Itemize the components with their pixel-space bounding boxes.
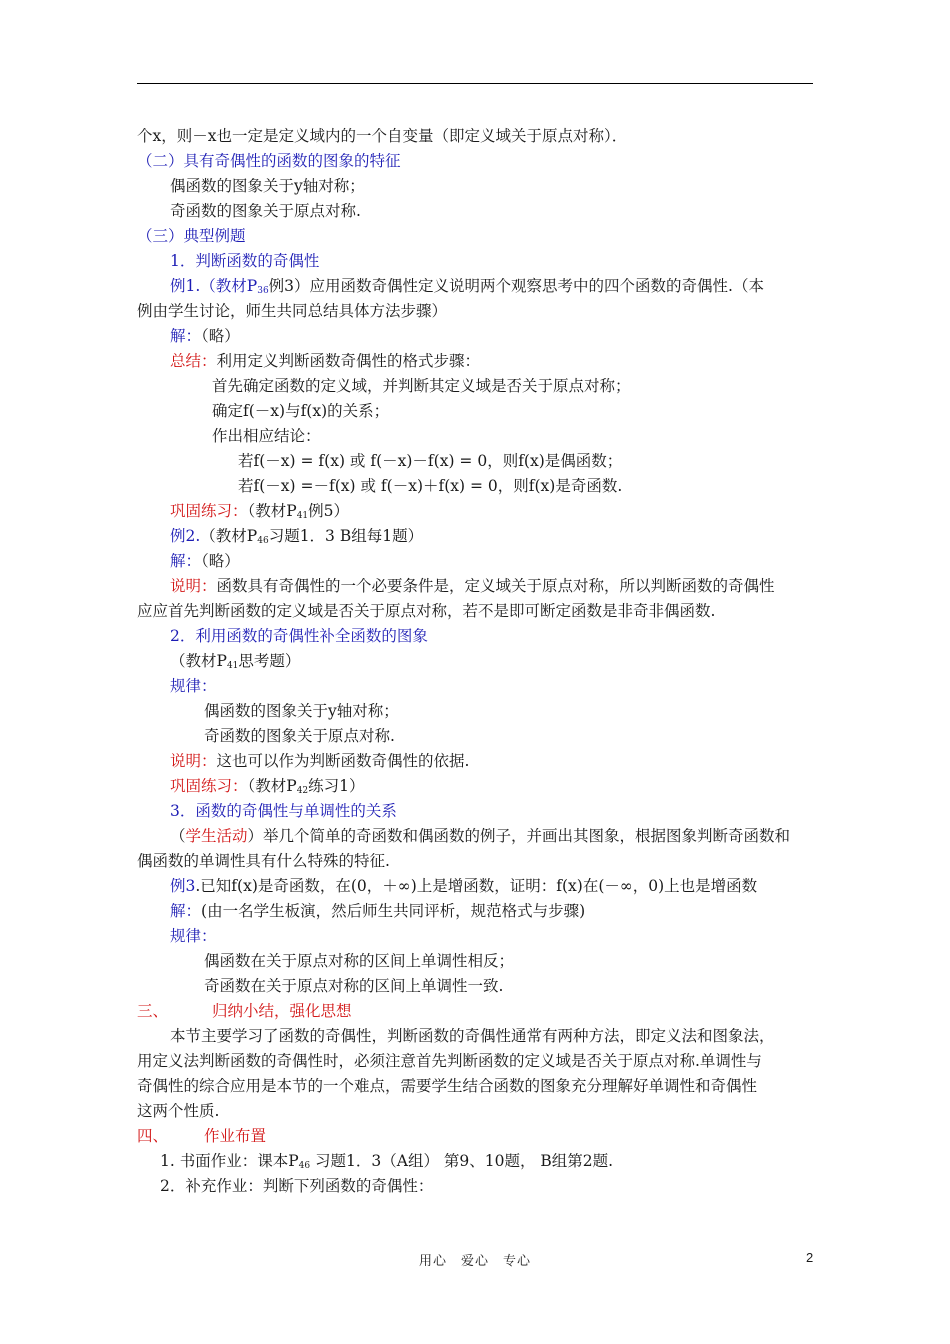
body-line: 例由学生讨论，师生共同总结具体方法步骤） — [137, 302, 448, 320]
subsection-heading: 3．函数的奇偶性与单调性的关系 — [170, 802, 397, 820]
body-line: 确定f(－x)与f(x)的关系； — [212, 402, 390, 420]
example-line: 例3.已知f(x)是奇函数，在(0，＋∞)上是增函数，证明：f(x)在(－∞，0)上也是增函数 — [170, 877, 758, 895]
section-heading: （三）典型例题 — [137, 227, 246, 245]
header-rule — [137, 83, 813, 84]
body-line: 应应首先判断函数的定义域是否关于原点对称，若不是即可断定函数是非奇非偶函数. — [137, 602, 716, 620]
body-line: 偶函数在关于原点对称的区间上单调性相反； — [204, 952, 515, 970]
body-line: 这两个性质. — [137, 1102, 220, 1120]
formula-line: 若f(－x) =－f(x) 或 f(－x)＋f(x) = 0，则f(x)是奇函数. — [238, 477, 623, 495]
body-line: 奇偶性的综合应用是本节的一个难点，需要学生结合函数的图象充分理解好单调性和奇偶性 — [137, 1077, 758, 1095]
body-line: 本节主要学习了函数的奇偶性，判断函数的奇偶性通常有两种方法，即定义法和图象法， — [170, 1027, 775, 1045]
body-line: 偶函数的图象关于y轴对称； — [204, 702, 399, 720]
section-heading: 四、 作业布置 — [137, 1127, 267, 1145]
summary-line: 总结：利用定义判断函数奇偶性的格式步骤： — [170, 352, 481, 370]
subsection-heading: 2．利用函数的奇偶性补全函数的图象 — [170, 627, 428, 645]
section-heading: （二）具有奇偶性的函数的图象的特征 — [137, 152, 401, 170]
subsection-heading: 1．判断函数的奇偶性 — [170, 252, 320, 270]
example-line: 例1.（教材$P_{36}$例3）应用函数奇偶性定义说明两个观察思考中的四个函数的奇偶性.（本 — [170, 277, 764, 296]
solution-line: 解：(由一名学生板演，然后师生共同评析，规范格式与步骤) — [170, 902, 586, 920]
footer-motto: 用心 爱心 专心 — [418, 1254, 531, 1269]
section-heading: 三、 归纳小结，强化思想 — [137, 1002, 352, 1020]
note-line: 说明：函数具有奇偶性的一个必要条件是，定义域关于原点对称，所以判断函数的奇偶性 — [170, 577, 775, 595]
body-line: 个x，则－x也一定是定义域内的一个自变量（即定义域关于原点对称）． — [137, 127, 628, 145]
page-number: 2 — [806, 1250, 814, 1265]
practice-line: 巩固练习：（教材$P_{42}$练习1） — [170, 777, 365, 796]
body-line: 首先确定函数的定义域，并判断其定义域是否关于原点对称； — [212, 377, 631, 395]
body-line: （教材$P_{41}$思考题） — [170, 652, 301, 671]
solution-line: 解：（略） — [170, 327, 240, 345]
body-line: 奇函数在关于原点对称的区间上单调性一致. — [204, 977, 504, 995]
body-line: 奇函数的图象关于原点对称. — [204, 727, 395, 745]
rule-label: 规律： — [170, 677, 217, 695]
activity-line: （学生活动）举几个简单的奇函数和偶函数的例子，并画出其图象，根据图象判断奇函数和 — [170, 827, 791, 845]
note-line: 说明：这也可以作为判断函数奇偶性的依据. — [170, 752, 470, 770]
homework-line: 1. 书面作业：课本$P_{46}$ 习题1．3（A组） 第9、10题， B组第2题. — [160, 1152, 614, 1171]
body-line: 偶函数的图象关于y轴对称； — [170, 177, 365, 195]
rule-label: 规律： — [170, 927, 217, 945]
body-line: 用定义法判断函数的奇偶性时，必须注意首先判断函数的定义域是否关于原点对称.单调性与 — [137, 1052, 762, 1070]
solution-line: 解：（略） — [170, 552, 240, 570]
formula-line: 若f(－x) = f(x) 或 f(－x)－f(x) = 0，则f(x)是偶函数； — [238, 452, 623, 470]
body-line: 奇函数的图象关于原点对称. — [170, 202, 361, 220]
body-line: 偶函数的单调性具有什么特殊的特征. — [137, 852, 390, 870]
example-line: 例2.（教材$P_{46}$习题1．3 B组每1题） — [170, 527, 424, 546]
homework-line: 2．补充作业：判断下列函数的奇偶性： — [160, 1177, 434, 1195]
body-line: 作出相应结论： — [212, 427, 321, 445]
practice-line: 巩固练习：（教材$P_{41}$例5） — [170, 502, 350, 521]
